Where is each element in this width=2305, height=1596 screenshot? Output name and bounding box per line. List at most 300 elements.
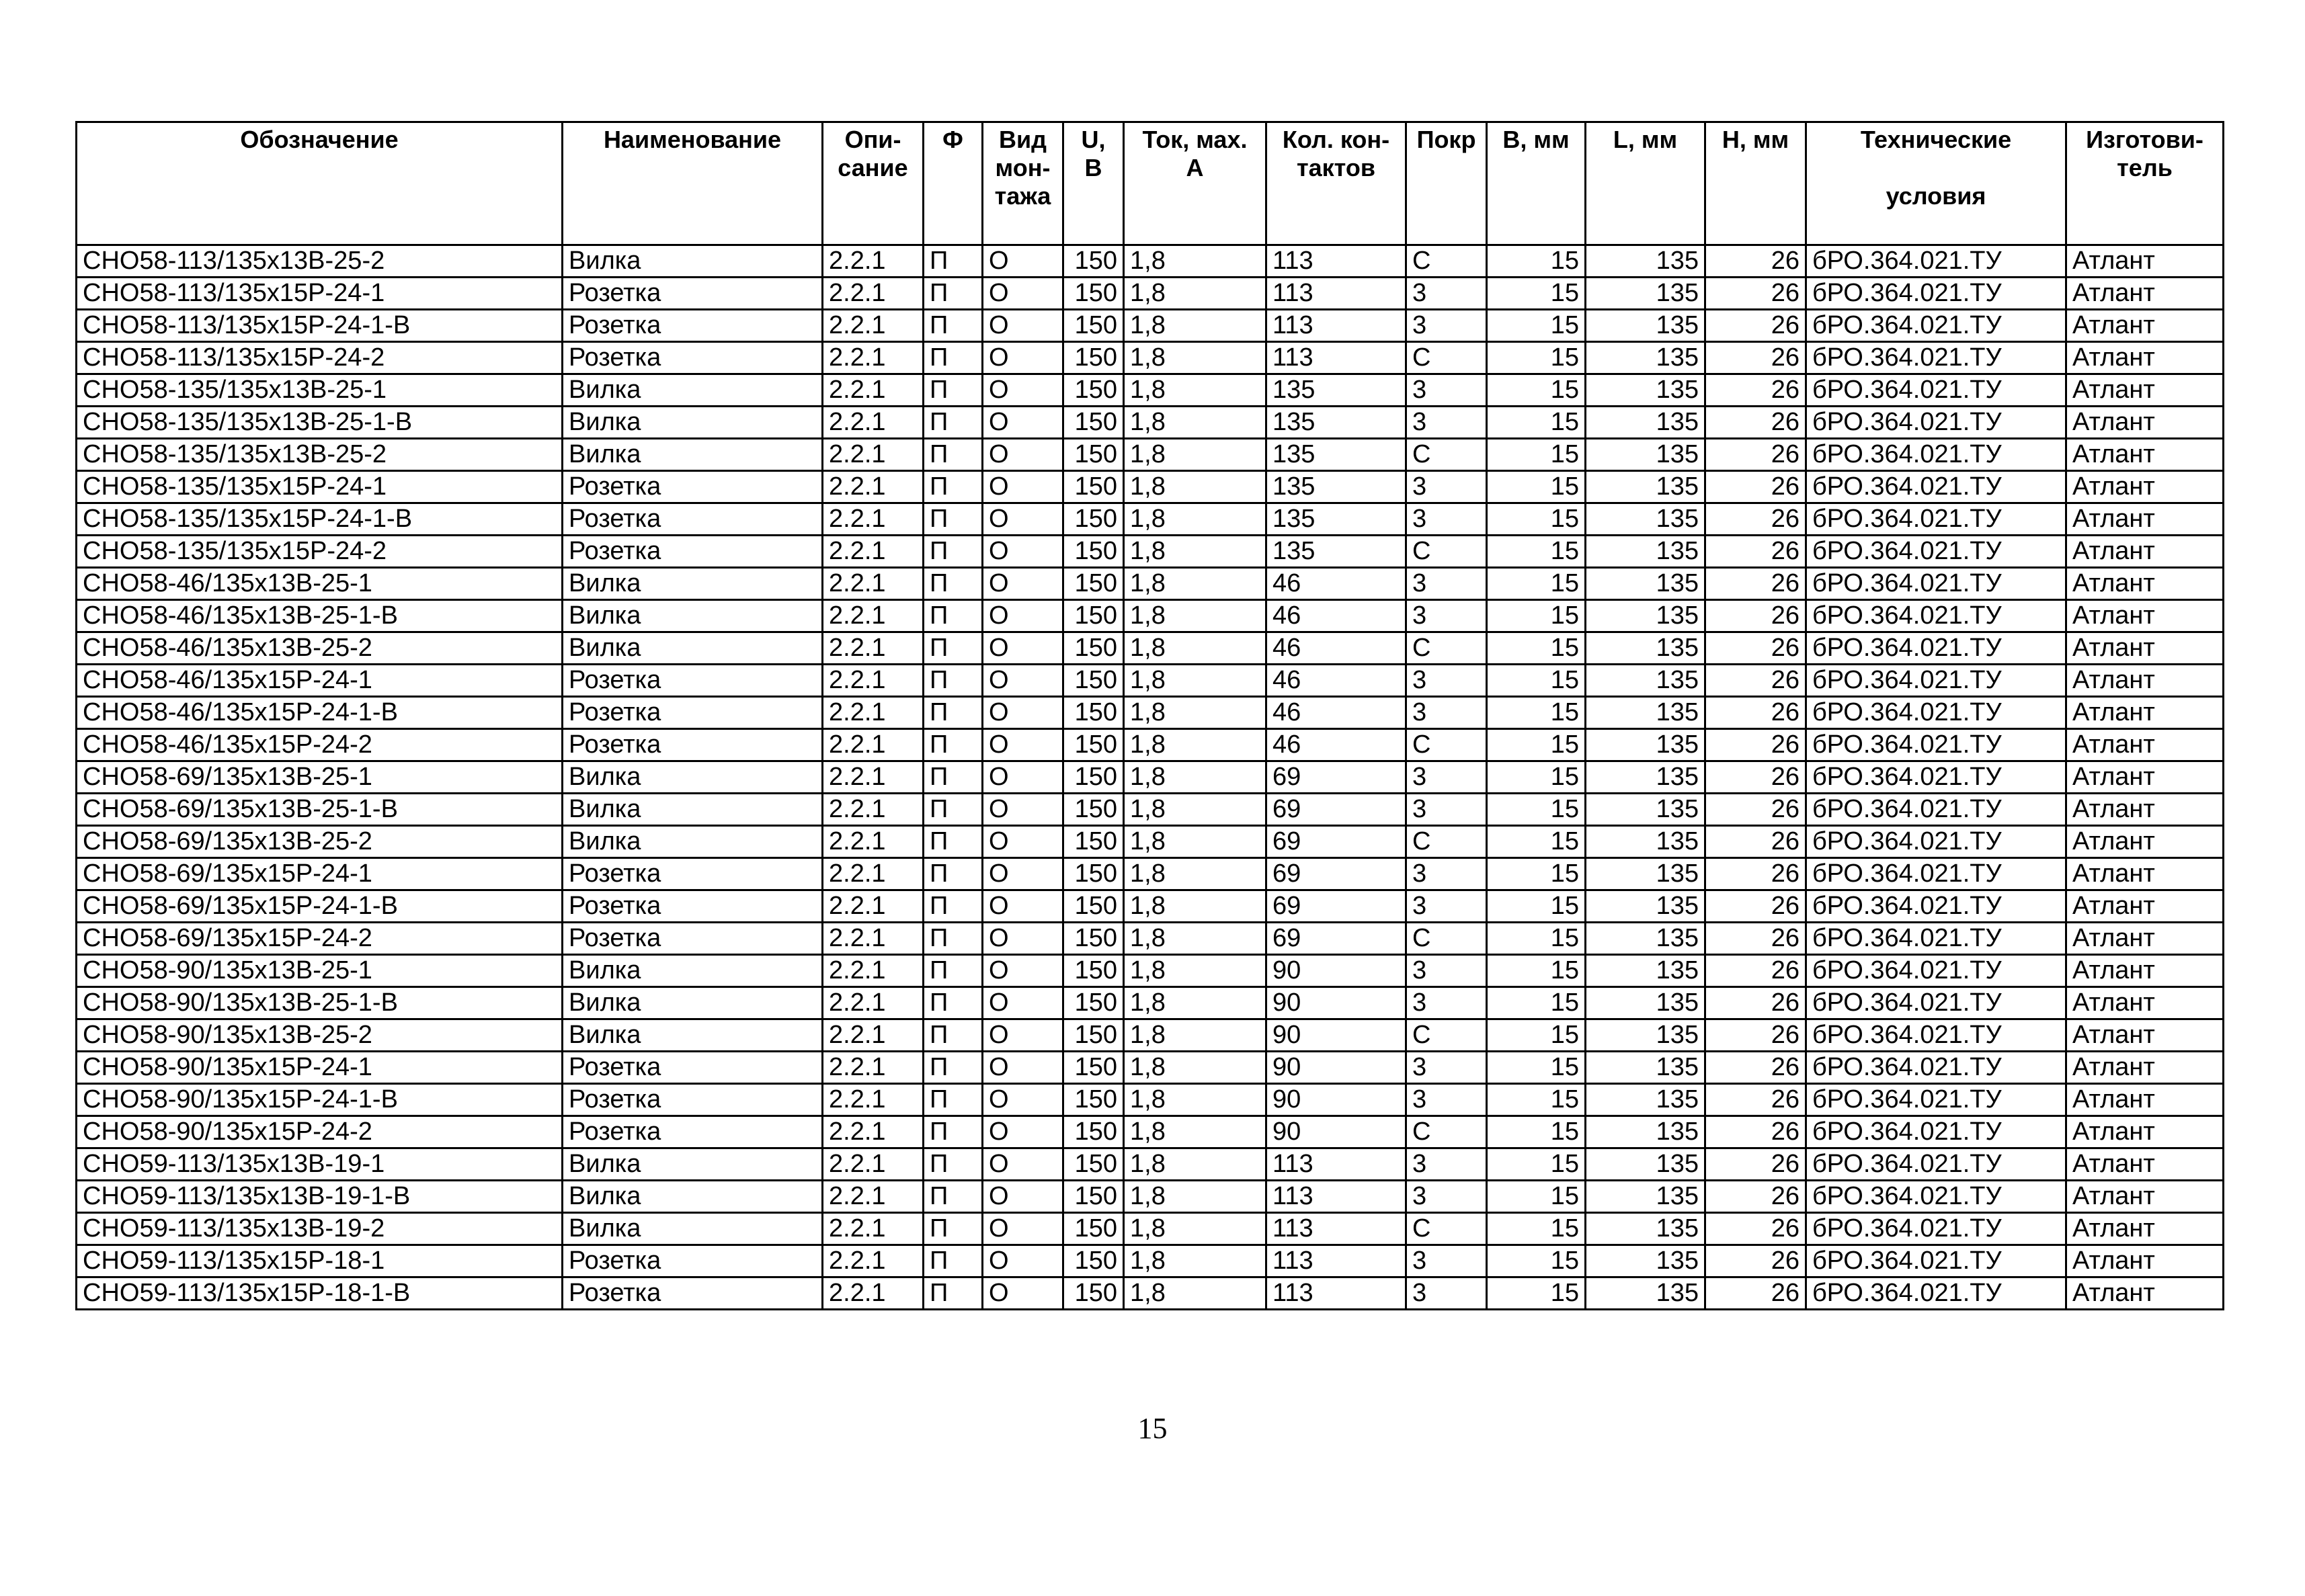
header-voltage: U, В	[1063, 122, 1124, 245]
cell-h-mm: 26	[1705, 439, 1806, 471]
cell-description: 2.2.1	[823, 471, 924, 503]
cell-name: Розетка	[563, 1277, 823, 1310]
cell-mounting-type: О	[983, 1084, 1063, 1116]
table-row	[77, 697, 2224, 729]
connector-spec-table	[75, 121, 2224, 1310]
table-row	[77, 858, 2224, 890]
cell-name: Розетка	[563, 342, 823, 374]
cell-max-current: 1,8	[1124, 632, 1266, 665]
cell-l-mm: 135	[1586, 342, 1705, 374]
cell-b-mm: 15	[1487, 568, 1586, 600]
cell-manufacturer: Атлант	[2066, 471, 2224, 503]
cell-b-mm: 15	[1487, 890, 1586, 923]
cell-l-mm: 135	[1586, 407, 1705, 439]
table-row	[77, 503, 2224, 536]
cell-b-mm: 15	[1487, 955, 1586, 987]
cell-b-mm: 15	[1487, 1052, 1586, 1084]
table-row	[77, 1181, 2224, 1213]
cell-designation: СНО58-46/135х15Р-24-1	[77, 665, 563, 697]
cell-description: 2.2.1	[823, 407, 924, 439]
cell-name: Розетка	[563, 1052, 823, 1084]
cell-description: 2.2.1	[823, 1052, 924, 1084]
cell-form: П	[924, 245, 983, 278]
cell-l-mm: 135	[1586, 1213, 1705, 1245]
table-row	[77, 1084, 2224, 1116]
cell-mounting-type: О	[983, 826, 1063, 858]
cell-h-mm: 26	[1705, 503, 1806, 536]
cell-name: Вилка	[563, 245, 823, 278]
cell-l-mm: 135	[1586, 665, 1705, 697]
table-row	[77, 1277, 2224, 1310]
header-b-mm: В, мм	[1487, 122, 1586, 245]
cell-name: Розетка	[563, 697, 823, 729]
cell-manufacturer: Атлант	[2066, 407, 2224, 439]
header-description: Опи- сание	[823, 122, 924, 245]
cell-h-mm: 26	[1705, 697, 1806, 729]
cell-description: 2.2.1	[823, 794, 924, 826]
cell-designation: СНО58-69/135х15Р-24-2	[77, 923, 563, 955]
cell-form: П	[924, 278, 983, 310]
cell-h-mm: 26	[1705, 1148, 1806, 1181]
cell-voltage: 150	[1063, 632, 1124, 665]
cell-contact-count: 46	[1266, 697, 1406, 729]
cell-mounting-type: О	[983, 407, 1063, 439]
cell-mounting-type: О	[983, 503, 1063, 536]
cell-form: П	[924, 794, 983, 826]
cell-coating: 3	[1406, 568, 1487, 600]
cell-voltage: 150	[1063, 761, 1124, 794]
cell-form: П	[924, 439, 983, 471]
cell-mounting-type: О	[983, 632, 1063, 665]
cell-max-current: 1,8	[1124, 1084, 1266, 1116]
cell-b-mm: 15	[1487, 1245, 1586, 1277]
table-row	[77, 536, 2224, 568]
cell-voltage: 150	[1063, 568, 1124, 600]
cell-designation: СНО58-135/135х13В-25-1	[77, 374, 563, 407]
cell-designation: СНО58-113/135х15Р-24-1	[77, 278, 563, 310]
cell-contact-count: 135	[1266, 439, 1406, 471]
cell-manufacturer: Атлант	[2066, 923, 2224, 955]
cell-mounting-type: О	[983, 1116, 1063, 1148]
cell-l-mm: 135	[1586, 987, 1705, 1019]
cell-description: 2.2.1	[823, 1245, 924, 1277]
cell-form: П	[924, 342, 983, 374]
cell-description: 2.2.1	[823, 826, 924, 858]
table-row	[77, 245, 2224, 278]
cell-h-mm: 26	[1705, 826, 1806, 858]
cell-specification: бРО.364.021.ТУ	[1806, 245, 2066, 278]
cell-form: П	[924, 568, 983, 600]
cell-name: Вилка	[563, 826, 823, 858]
cell-b-mm: 15	[1487, 665, 1586, 697]
cell-form: П	[924, 665, 983, 697]
table-row	[77, 342, 2224, 374]
cell-form: П	[924, 1245, 983, 1277]
cell-h-mm: 26	[1705, 1213, 1806, 1245]
cell-contact-count: 113	[1266, 342, 1406, 374]
cell-description: 2.2.1	[823, 503, 924, 536]
cell-contact-count: 135	[1266, 471, 1406, 503]
cell-h-mm: 26	[1705, 568, 1806, 600]
cell-l-mm: 135	[1586, 729, 1705, 761]
cell-h-mm: 26	[1705, 761, 1806, 794]
cell-max-current: 1,8	[1124, 1213, 1266, 1245]
cell-b-mm: 15	[1487, 923, 1586, 955]
cell-l-mm: 135	[1586, 536, 1705, 568]
cell-b-mm: 15	[1487, 1019, 1586, 1052]
cell-mounting-type: О	[983, 278, 1063, 310]
cell-name: Розетка	[563, 278, 823, 310]
header-contact-count: Кол. кон- тактов	[1266, 122, 1406, 245]
cell-h-mm: 26	[1705, 245, 1806, 278]
cell-coating: С	[1406, 245, 1487, 278]
cell-mounting-type: О	[983, 439, 1063, 471]
cell-manufacturer: Атлант	[2066, 1181, 2224, 1213]
cell-specification: бРО.364.021.ТУ	[1806, 1213, 2066, 1245]
cell-specification: бРО.364.021.ТУ	[1806, 536, 2066, 568]
cell-max-current: 1,8	[1124, 1019, 1266, 1052]
cell-l-mm: 135	[1586, 1019, 1705, 1052]
cell-max-current: 1,8	[1124, 278, 1266, 310]
cell-description: 2.2.1	[823, 890, 924, 923]
cell-l-mm: 135	[1586, 374, 1705, 407]
cell-max-current: 1,8	[1124, 471, 1266, 503]
cell-l-mm: 135	[1586, 697, 1705, 729]
cell-name: Вилка	[563, 632, 823, 665]
cell-b-mm: 15	[1487, 1148, 1586, 1181]
cell-description: 2.2.1	[823, 697, 924, 729]
cell-mounting-type: О	[983, 729, 1063, 761]
cell-l-mm: 135	[1586, 1245, 1705, 1277]
cell-coating: 3	[1406, 1245, 1487, 1277]
cell-description: 2.2.1	[823, 1148, 924, 1181]
cell-name: Вилка	[563, 600, 823, 632]
cell-voltage: 150	[1063, 503, 1124, 536]
cell-voltage: 150	[1063, 890, 1124, 923]
cell-designation: СНО58-135/135х13В-25-2	[77, 439, 563, 471]
cell-contact-count: 46	[1266, 632, 1406, 665]
cell-max-current: 1,8	[1124, 1277, 1266, 1310]
cell-designation: СНО58-90/135х13В-25-1	[77, 955, 563, 987]
cell-voltage: 150	[1063, 955, 1124, 987]
cell-name: Вилка	[563, 761, 823, 794]
cell-coating: 3	[1406, 890, 1487, 923]
cell-b-mm: 15	[1487, 1181, 1586, 1213]
header-designation: Обозначение	[77, 122, 563, 245]
cell-b-mm: 15	[1487, 374, 1586, 407]
cell-h-mm: 26	[1705, 600, 1806, 632]
cell-specification: бРО.364.021.ТУ	[1806, 342, 2066, 374]
cell-mounting-type: О	[983, 1213, 1063, 1245]
cell-b-mm: 15	[1487, 794, 1586, 826]
cell-max-current: 1,8	[1124, 407, 1266, 439]
cell-specification: бРО.364.021.ТУ	[1806, 1052, 2066, 1084]
cell-form: П	[924, 987, 983, 1019]
cell-designation: СНО58-46/135х15Р-24-1-В	[77, 697, 563, 729]
cell-l-mm: 135	[1586, 632, 1705, 665]
cell-l-mm: 135	[1586, 245, 1705, 278]
cell-designation: СНО58-69/135х13В-25-2	[77, 826, 563, 858]
table-row	[77, 665, 2224, 697]
cell-l-mm: 135	[1586, 1181, 1705, 1213]
cell-voltage: 150	[1063, 1116, 1124, 1148]
cell-description: 2.2.1	[823, 1116, 924, 1148]
cell-h-mm: 26	[1705, 729, 1806, 761]
table-body	[77, 245, 2224, 1310]
cell-l-mm: 135	[1586, 278, 1705, 310]
cell-voltage: 150	[1063, 471, 1124, 503]
cell-designation: СНО58-113/135х15Р-24-2	[77, 342, 563, 374]
cell-coating: 3	[1406, 1084, 1487, 1116]
cell-form: П	[924, 697, 983, 729]
cell-specification: бРО.364.021.ТУ	[1806, 439, 2066, 471]
cell-name: Вилка	[563, 987, 823, 1019]
cell-h-mm: 26	[1705, 1019, 1806, 1052]
cell-manufacturer: Атлант	[2066, 1084, 2224, 1116]
cell-contact-count: 90	[1266, 987, 1406, 1019]
table-row	[77, 374, 2224, 407]
cell-manufacturer: Атлант	[2066, 794, 2224, 826]
header-mounting-type: Вид мон- тажа	[983, 122, 1063, 245]
cell-specification: бРО.364.021.ТУ	[1806, 1116, 2066, 1148]
cell-h-mm: 26	[1705, 890, 1806, 923]
cell-form: П	[924, 471, 983, 503]
table-row	[77, 310, 2224, 342]
cell-voltage: 150	[1063, 1277, 1124, 1310]
cell-max-current: 1,8	[1124, 987, 1266, 1019]
cell-manufacturer: Атлант	[2066, 826, 2224, 858]
cell-manufacturer: Атлант	[2066, 245, 2224, 278]
cell-max-current: 1,8	[1124, 955, 1266, 987]
cell-contact-count: 113	[1266, 1213, 1406, 1245]
cell-b-mm: 15	[1487, 439, 1586, 471]
cell-description: 2.2.1	[823, 278, 924, 310]
cell-mounting-type: О	[983, 761, 1063, 794]
cell-description: 2.2.1	[823, 1181, 924, 1213]
cell-description: 2.2.1	[823, 600, 924, 632]
cell-voltage: 150	[1063, 278, 1124, 310]
cell-l-mm: 135	[1586, 1052, 1705, 1084]
cell-specification: бРО.364.021.ТУ	[1806, 665, 2066, 697]
cell-name: Розетка	[563, 729, 823, 761]
cell-l-mm: 135	[1586, 439, 1705, 471]
cell-name: Розетка	[563, 310, 823, 342]
cell-coating: С	[1406, 1019, 1487, 1052]
table-row	[77, 632, 2224, 665]
cell-contact-count: 113	[1266, 1245, 1406, 1277]
cell-specification: бРО.364.021.ТУ	[1806, 600, 2066, 632]
page-number: 15	[1137, 1412, 1168, 1445]
cell-designation: СНО59-113/135х15Р-18-1-В	[77, 1277, 563, 1310]
cell-form: П	[924, 1148, 983, 1181]
cell-description: 2.2.1	[823, 536, 924, 568]
cell-l-mm: 135	[1586, 858, 1705, 890]
cell-contact-count: 46	[1266, 600, 1406, 632]
cell-form: П	[924, 310, 983, 342]
cell-manufacturer: Атлант	[2066, 890, 2224, 923]
cell-manufacturer: Атлант	[2066, 1213, 2224, 1245]
cell-designation: СНО58-69/135х15Р-24-1	[77, 858, 563, 890]
cell-mounting-type: О	[983, 665, 1063, 697]
cell-contact-count: 113	[1266, 310, 1406, 342]
cell-h-mm: 26	[1705, 923, 1806, 955]
cell-coating: 3	[1406, 1277, 1487, 1310]
cell-b-mm: 15	[1487, 761, 1586, 794]
cell-h-mm: 26	[1705, 794, 1806, 826]
table-row	[77, 729, 2224, 761]
cell-b-mm: 15	[1487, 1084, 1586, 1116]
cell-description: 2.2.1	[823, 1084, 924, 1116]
cell-specification: бРО.364.021.ТУ	[1806, 955, 2066, 987]
cell-name: Вилка	[563, 1148, 823, 1181]
cell-form: П	[924, 858, 983, 890]
cell-manufacturer: Атлант	[2066, 665, 2224, 697]
cell-name: Вилка	[563, 1181, 823, 1213]
cell-contact-count: 69	[1266, 761, 1406, 794]
header-form: Ф	[924, 122, 983, 245]
cell-mounting-type: О	[983, 1019, 1063, 1052]
cell-coating: 3	[1406, 1181, 1487, 1213]
cell-specification: бРО.364.021.ТУ	[1806, 503, 2066, 536]
cell-name: Вилка	[563, 374, 823, 407]
cell-coating: 3	[1406, 407, 1487, 439]
cell-voltage: 150	[1063, 1245, 1124, 1277]
cell-manufacturer: Атлант	[2066, 342, 2224, 374]
cell-specification: бРО.364.021.ТУ	[1806, 310, 2066, 342]
cell-contact-count: 135	[1266, 374, 1406, 407]
cell-max-current: 1,8	[1124, 1181, 1266, 1213]
cell-max-current: 1,8	[1124, 697, 1266, 729]
cell-form: П	[924, 632, 983, 665]
cell-description: 2.2.1	[823, 439, 924, 471]
cell-b-mm: 15	[1487, 987, 1586, 1019]
cell-mounting-type: О	[983, 471, 1063, 503]
cell-name: Розетка	[563, 1116, 823, 1148]
cell-coating: С	[1406, 632, 1487, 665]
cell-designation: СНО58-135/135х15Р-24-2	[77, 536, 563, 568]
table-row	[77, 439, 2224, 471]
cell-coating: 3	[1406, 374, 1487, 407]
table-row	[77, 1052, 2224, 1084]
cell-voltage: 150	[1063, 245, 1124, 278]
cell-mounting-type: О	[983, 600, 1063, 632]
cell-form: П	[924, 1084, 983, 1116]
cell-specification: бРО.364.021.ТУ	[1806, 761, 2066, 794]
cell-name: Розетка	[563, 890, 823, 923]
cell-b-mm: 15	[1487, 697, 1586, 729]
cell-coating: С	[1406, 439, 1487, 471]
cell-manufacturer: Атлант	[2066, 697, 2224, 729]
cell-designation: СНО58-46/135х13В-25-1	[77, 568, 563, 600]
cell-description: 2.2.1	[823, 1213, 924, 1245]
cell-contact-count: 90	[1266, 1052, 1406, 1084]
cell-b-mm: 15	[1487, 632, 1586, 665]
cell-b-mm: 15	[1487, 503, 1586, 536]
cell-h-mm: 26	[1705, 665, 1806, 697]
cell-max-current: 1,8	[1124, 665, 1266, 697]
cell-coating: 3	[1406, 955, 1487, 987]
cell-designation: СНО59-113/135х13В-19-2	[77, 1213, 563, 1245]
cell-specification: бРО.364.021.ТУ	[1806, 987, 2066, 1019]
cell-name: Розетка	[563, 536, 823, 568]
cell-contact-count: 113	[1266, 1148, 1406, 1181]
table-row	[77, 923, 2224, 955]
cell-voltage: 150	[1063, 374, 1124, 407]
cell-form: П	[924, 1019, 983, 1052]
cell-max-current: 1,8	[1124, 536, 1266, 568]
cell-description: 2.2.1	[823, 342, 924, 374]
cell-voltage: 150	[1063, 987, 1124, 1019]
cell-specification: бРО.364.021.ТУ	[1806, 471, 2066, 503]
cell-specification: бРО.364.021.ТУ	[1806, 1148, 2066, 1181]
cell-contact-count: 90	[1266, 1019, 1406, 1052]
table-row	[77, 1148, 2224, 1181]
cell-coating: С	[1406, 826, 1487, 858]
cell-name: Розетка	[563, 503, 823, 536]
cell-designation: СНО58-90/135х15Р-24-1-В	[77, 1084, 563, 1116]
cell-specification: бРО.364.021.ТУ	[1806, 697, 2066, 729]
cell-mounting-type: О	[983, 1052, 1063, 1084]
cell-max-current: 1,8	[1124, 794, 1266, 826]
cell-h-mm: 26	[1705, 342, 1806, 374]
cell-form: П	[924, 503, 983, 536]
cell-designation: СНО59-113/135х13В-19-1-В	[77, 1181, 563, 1213]
cell-name: Вилка	[563, 1213, 823, 1245]
cell-h-mm: 26	[1705, 987, 1806, 1019]
cell-max-current: 1,8	[1124, 890, 1266, 923]
cell-form: П	[924, 890, 983, 923]
cell-specification: бРО.364.021.ТУ	[1806, 568, 2066, 600]
cell-l-mm: 135	[1586, 310, 1705, 342]
cell-contact-count: 46	[1266, 729, 1406, 761]
table-row	[77, 987, 2224, 1019]
cell-l-mm: 135	[1586, 1148, 1705, 1181]
cell-manufacturer: Атлант	[2066, 503, 2224, 536]
cell-coating: С	[1406, 1213, 1487, 1245]
cell-b-mm: 15	[1487, 600, 1586, 632]
table-row	[77, 794, 2224, 826]
cell-description: 2.2.1	[823, 923, 924, 955]
cell-specification: бРО.364.021.ТУ	[1806, 632, 2066, 665]
cell-h-mm: 26	[1705, 310, 1806, 342]
cell-l-mm: 135	[1586, 794, 1705, 826]
cell-voltage: 150	[1063, 1213, 1124, 1245]
cell-form: П	[924, 923, 983, 955]
cell-contact-count: 69	[1266, 826, 1406, 858]
cell-h-mm: 26	[1705, 632, 1806, 665]
cell-manufacturer: Атлант	[2066, 310, 2224, 342]
cell-coating: 3	[1406, 697, 1487, 729]
cell-form: П	[924, 761, 983, 794]
cell-h-mm: 26	[1705, 407, 1806, 439]
cell-coating: С	[1406, 729, 1487, 761]
cell-voltage: 150	[1063, 310, 1124, 342]
cell-l-mm: 135	[1586, 923, 1705, 955]
cell-max-current: 1,8	[1124, 568, 1266, 600]
cell-specification: бРО.364.021.ТУ	[1806, 1277, 2066, 1310]
cell-form: П	[924, 1213, 983, 1245]
cell-name: Розетка	[563, 471, 823, 503]
cell-coating: 3	[1406, 503, 1487, 536]
cell-description: 2.2.1	[823, 665, 924, 697]
cell-manufacturer: Атлант	[2066, 1148, 2224, 1181]
cell-manufacturer: Атлант	[2066, 278, 2224, 310]
cell-manufacturer: Атлант	[2066, 858, 2224, 890]
cell-coating: 3	[1406, 1148, 1487, 1181]
header-name: Наименование	[563, 122, 823, 245]
cell-max-current: 1,8	[1124, 1245, 1266, 1277]
cell-designation: СНО58-69/135х15Р-24-1-В	[77, 890, 563, 923]
